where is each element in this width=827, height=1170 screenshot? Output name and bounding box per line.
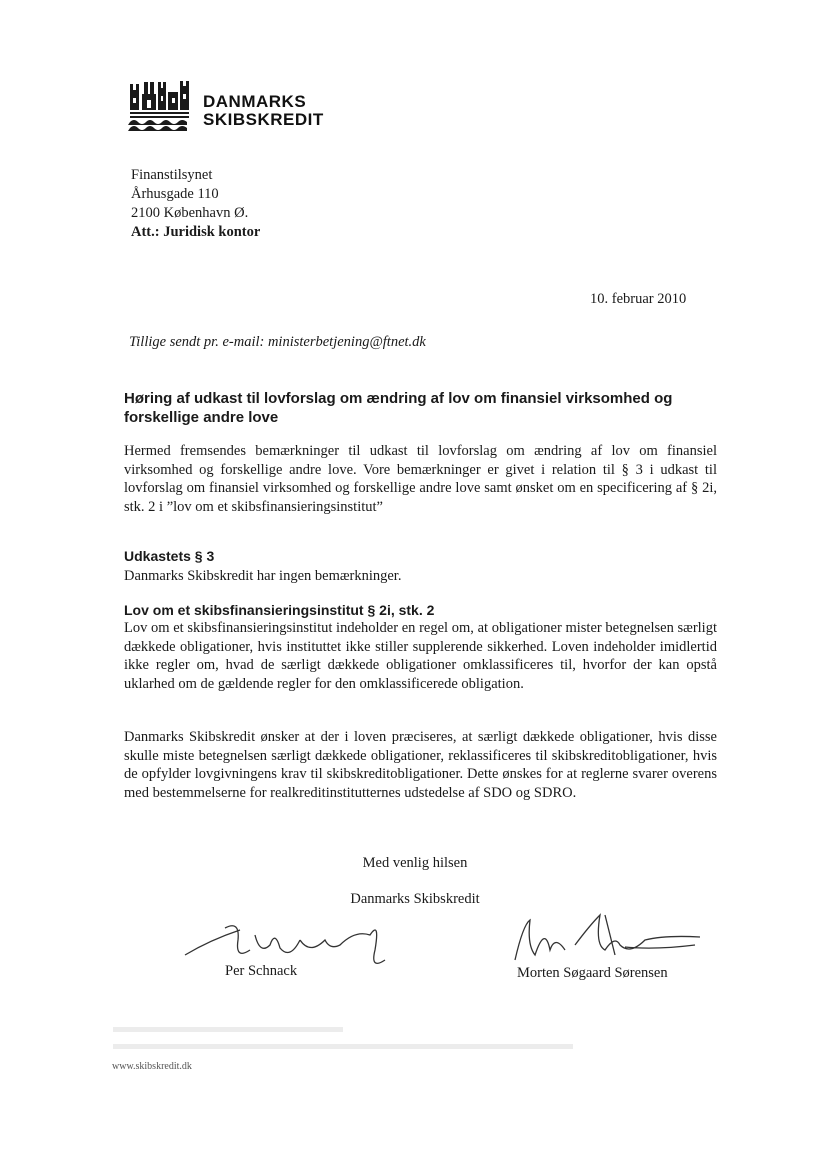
closing-company: Danmarks Skibskredit: [350, 891, 480, 907]
logo-text-line2: SKIBSKREDIT: [203, 110, 324, 129]
recipient-attention: Att.: Juridisk kontor: [131, 224, 261, 240]
section2-title: Lov om et skibsfinansieringsinstitut § 2i, stk. 2: [124, 602, 435, 618]
recipient-name: Finanstilsynet: [131, 167, 213, 183]
section2-paragraph2: Danmarks Skibskredit ønsker at der i loven præciseres, at særligt dækkede obligationer, hvis disse skulle miste betegnelsen særligt dækkede obligationer, reklassificeres til skibskreditobligationer, hvis de opfylder lovgivningens krav til skibskreditobligationer. Dette ønskes for at reglerne svarer overens med bestemmelserne for realkreditinstitutternes udstedelse af SDO og SDRO.: [124, 729, 717, 801]
closing-greeting: Med venlig hilsen: [362, 855, 468, 871]
footer-address-line1: [113, 1027, 343, 1032]
intro-paragraph: Hermed fremsendes bemærkninger til udkast til lovforslag om ændring af lov om finansiel virksomhed og forskellige andre love. Vore bemærkninger er givet i relation til § 3 i udkast til lovforslag om finansiel virksomhed og forskellige andre love samt ønsket om en specificering af § 2i, stk. 2 i ”lov om et skibsfinansieringsinstitut”: [124, 443, 717, 515]
subject-heading: Høring af udkast til lovforslag om ændring af lov om finansiel virksomhed og forskellige andre love: [124, 390, 673, 426]
logo-text-line1: DANMARKS: [203, 92, 307, 111]
recipient-city: 2100 København Ø.: [131, 205, 249, 221]
letter-date: 10. februar 2010: [590, 291, 687, 307]
footer-address-line2: [113, 1044, 573, 1049]
section1-text: Danmarks Skibskredit har ingen bemærkninger.: [124, 568, 402, 584]
email-note: Tillige sendt pr. e-mail: ministerbetjening@ftnet.dk: [129, 334, 426, 350]
footer-website: www.skibskredit.dk: [112, 1061, 192, 1072]
section1-title: Udkastets § 3: [124, 548, 215, 564]
recipient-street: Århusgade 110: [131, 186, 219, 202]
signer1-name: Per Schnack: [225, 963, 298, 979]
section2-paragraph1: Lov om et skibsfinansieringsinstitut indeholder en regel om, at obligationer mister betegnelsen særligt dækkede obligationer, hvis instituttet ikke stiller supplerende sikkerhed. Loven indeholder imidlertid ikke regler om, hvad de særligt dækkede obligationer omklassificeres til, hvorfor der kan opstå uklarhed om de gældende regler for den omklassificerede obligation.: [124, 620, 717, 692]
signer2-name: Morten Søgaard Sørensen: [517, 965, 668, 981]
